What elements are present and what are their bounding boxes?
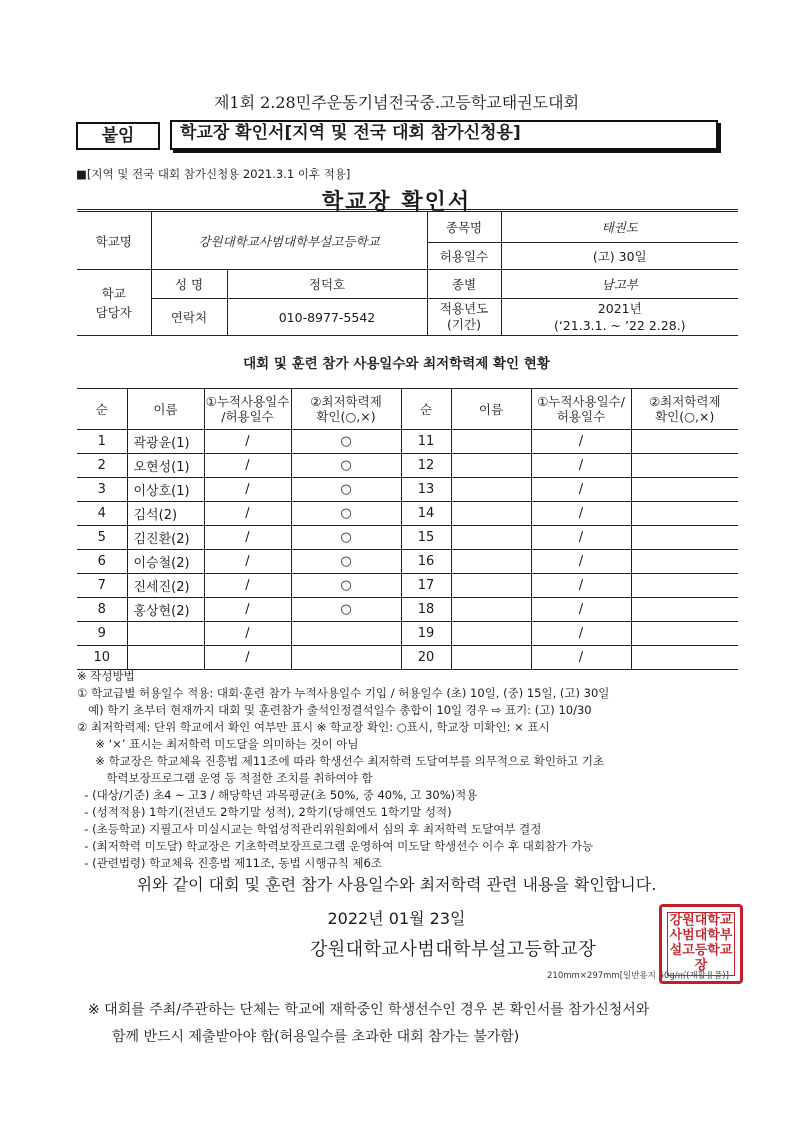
cell-no2: 15 xyxy=(401,526,451,550)
writing-guide xyxy=(77,668,747,872)
phone-value: 010-8977-5542 xyxy=(227,299,427,336)
seal-text: 강원대학교사범대학부설고등학교장 xyxy=(667,912,735,976)
guide-line: ② 최저학력제: 단위 학교에서 확인 여부만 표시 ※ 학교장 확인: ○표시, 학교장 미확인: × 표시 xyxy=(77,720,550,734)
cell-no2: 16 xyxy=(401,550,451,574)
table-row xyxy=(77,622,738,646)
info-table xyxy=(77,211,738,336)
guide-line: - (성적적용) 1학기(전년도 2학기말 성적), 2학기(당해연도 1학기말 성적) xyxy=(77,805,452,819)
cell-days2: / xyxy=(531,526,631,550)
school-value: 강원대학교사범대학부설고등학교 xyxy=(151,212,427,270)
guide-line: ※ 작성방법 xyxy=(77,669,135,683)
status-title: 대회 및 훈련 참가 사용일수와 최저학력제 확인 현황 xyxy=(243,356,550,372)
sport-label: 종목명 xyxy=(427,212,501,243)
cell-check: ○ xyxy=(291,526,401,550)
cell-name2 xyxy=(451,598,531,622)
table-row xyxy=(77,574,738,598)
cell-days2: / xyxy=(531,646,631,670)
table-row xyxy=(77,646,738,670)
cell-name2 xyxy=(451,478,531,502)
guide-line: - (최저학력 미도달) 학교장은 기초학력보장프로그램 운영하여 미도달 학생선수 이수 후 대회참가 가능 xyxy=(77,839,594,853)
year-value: 2021년 xyxy=(597,301,642,316)
table-row xyxy=(77,526,738,550)
cell-days: / xyxy=(204,574,291,598)
table-row xyxy=(77,478,738,502)
cell-check: ○ xyxy=(291,454,401,478)
allowed-value: (고) 30일 xyxy=(501,243,738,270)
cell-name2 xyxy=(451,646,531,670)
doc-title: 학교장 확인서[지역 및 전국 대회 참가신청용] xyxy=(180,123,521,143)
cell-name2 xyxy=(451,550,531,574)
cell-check xyxy=(291,622,401,646)
usage-table xyxy=(77,388,738,670)
cell-check2 xyxy=(631,430,738,454)
guide-line: - (대상/기준) 초4 ~ 고3 / 해당학년 과목평균(초 50%, 중 40%, 고 30%)적용 xyxy=(77,788,478,802)
cell-name: 김석(2) xyxy=(127,502,204,526)
cell-days: / xyxy=(204,622,291,646)
cell-check: ○ xyxy=(291,598,401,622)
paper-size-note: 210mm×297mm[일반용지 60g/㎡(재활용품)] xyxy=(547,971,729,981)
period-value: (‘21.3.1. ~ ’22 2.28.) xyxy=(553,318,686,333)
guide-line: ※ 학교장은 학교체육 진흥법 제11조에 따라 학생선수 최저학력 도달여부를 의무적으로 확인하고 기초 xyxy=(77,754,605,768)
cell-no: 9 xyxy=(77,622,127,646)
cell-name: 김진환(2) xyxy=(127,526,204,550)
cell-days: / xyxy=(204,550,291,574)
cell-no: 7 xyxy=(77,574,127,598)
cell-check xyxy=(291,646,401,670)
cell-days2: / xyxy=(531,478,631,502)
cell-check2 xyxy=(631,550,738,574)
cell-days: / xyxy=(204,526,291,550)
col-header-check: ②최저학력제 확인(○,×) xyxy=(291,389,401,430)
header-rule xyxy=(77,209,738,210)
table-row xyxy=(77,502,738,526)
cell-check2 xyxy=(631,598,738,622)
contact-label: 학교 담당자 xyxy=(77,270,151,336)
cell-check: ○ xyxy=(291,430,401,454)
table-row xyxy=(77,430,738,454)
cell-no2: 19 xyxy=(401,622,451,646)
cell-no2: 13 xyxy=(401,478,451,502)
cell-no: 8 xyxy=(77,598,127,622)
cell-no: 6 xyxy=(77,550,127,574)
cell-name2 xyxy=(451,622,531,646)
cell-name xyxy=(127,646,204,670)
cell-name2 xyxy=(451,430,531,454)
cell-days2: / xyxy=(531,454,631,478)
col-header-name-2: 이름 xyxy=(451,389,531,430)
guide-line: - (관련법령) 학교체육 진흥법 제11조, 동법 시행규칙 제6조 xyxy=(77,856,382,870)
scope-note: ■[지역 및 전국 대회 참가신청용 2021.3.1 이후 적용] xyxy=(76,167,351,181)
cell-check2 xyxy=(631,478,738,502)
cell-no: 3 xyxy=(77,478,127,502)
col-header-days-2: ①누적사용일수/ 허용일수 xyxy=(531,389,631,430)
cell-no2: 20 xyxy=(401,646,451,670)
confirm-text: 위와 같이 대회 및 훈련 참가 사용일수와 최저학력 관련 내용을 확인합니다. xyxy=(136,875,657,894)
cell-days2: / xyxy=(531,622,631,646)
cell-check: ○ xyxy=(291,574,401,598)
cell-name2 xyxy=(451,574,531,598)
guide-line: 예) 학기 초부터 현재까지 대회 및 훈련참가 출석인정결석일수 총합이 10일 경우 ⇨ 표기: (고) 10/30 xyxy=(77,703,592,717)
cell-days2: / xyxy=(531,574,631,598)
cell-no: 5 xyxy=(77,526,127,550)
year-label: 적용년도 (기간) xyxy=(427,299,501,336)
table-row xyxy=(77,598,738,622)
guide-line: ※ ‘×’ 표시는 최저학력 미도달을 의미하는 것이 아님 xyxy=(77,737,359,751)
cell-days2: / xyxy=(531,430,631,454)
cell-check2 xyxy=(631,526,738,550)
cell-days2: / xyxy=(531,598,631,622)
table-row xyxy=(77,454,738,478)
cell-no2: 11 xyxy=(401,430,451,454)
cell-no2: 12 xyxy=(401,454,451,478)
cell-check: ○ xyxy=(291,502,401,526)
cell-no: 10 xyxy=(77,646,127,670)
cell-days: / xyxy=(204,502,291,526)
col-header-check-2: ②최저학력제 확인(○,×) xyxy=(631,389,738,430)
guide-line: ① 학교급별 허용일수 적용: 대회·훈련 참가 누적사용일수 기입 / 허용일수 (초) 10일, (중) 15일, (고) 30일 xyxy=(77,686,610,700)
cell-check2 xyxy=(631,646,738,670)
cell-check2 xyxy=(631,622,738,646)
event-title: 제1회 2.28민주운동기념전국중.고등학교태권도대회 xyxy=(213,93,580,112)
cell-days2: / xyxy=(531,550,631,574)
category-value: 남고부 xyxy=(501,270,738,299)
cell-name: 이상호(1) xyxy=(127,478,204,502)
name-value: 정덕호 xyxy=(227,270,427,299)
confirm-date: 2022년 01월 23일 xyxy=(327,909,466,928)
cell-no2: 14 xyxy=(401,502,451,526)
cell-check2 xyxy=(631,574,738,598)
cell-days: / xyxy=(204,598,291,622)
cell-no2: 18 xyxy=(401,598,451,622)
phone-label: 연락처 xyxy=(151,299,227,336)
col-header-name: 이름 xyxy=(127,389,204,430)
cell-days2: / xyxy=(531,502,631,526)
name-label: 성 명 xyxy=(151,270,227,299)
form-title: 학교장 확인서 xyxy=(321,190,472,215)
cell-no2: 17 xyxy=(401,574,451,598)
col-header-no: 순 xyxy=(77,389,127,430)
attach-label: 붙임 xyxy=(76,122,160,150)
cell-no: 1 xyxy=(77,430,127,454)
principal-signature-line: 강원대학교사범대학부설고등학교장 xyxy=(310,939,597,960)
cell-name2 xyxy=(451,502,531,526)
cell-name: 진세진(2) xyxy=(127,574,204,598)
cell-name: 오현성(1) xyxy=(127,454,204,478)
category-label: 종별 xyxy=(427,270,501,299)
cell-days: / xyxy=(204,478,291,502)
cell-name xyxy=(127,622,204,646)
allowed-label: 허용일수 xyxy=(427,243,501,270)
cell-name: 이승철(2) xyxy=(127,550,204,574)
footer-note-line-2: 함께 반드시 제출받아야 함(허용일수를 초과한 대회 참가는 불가함) xyxy=(112,1029,520,1045)
footer-note xyxy=(88,997,728,1051)
sport-value: 태권도 xyxy=(501,212,738,243)
cell-name2 xyxy=(451,454,531,478)
guide-line: - (초등학교) 지필고사 미실시교는 학업성적관리위원회에서 심의 후 최저학력 도달여부 결정 xyxy=(77,822,542,836)
principal-seal xyxy=(659,904,743,984)
guide-line: 학력보장프로그램 운영 등 적절한 조치를 취하여야 함 xyxy=(77,771,373,785)
cell-check2 xyxy=(631,502,738,526)
cell-name: 홍상현(2) xyxy=(127,598,204,622)
cell-no: 4 xyxy=(77,502,127,526)
cell-check: ○ xyxy=(291,550,401,574)
cell-check: ○ xyxy=(291,478,401,502)
col-header-days: ①누적사용일수 /허용일수 xyxy=(204,389,291,430)
table-row xyxy=(77,550,738,574)
cell-days: / xyxy=(204,646,291,670)
cell-check2 xyxy=(631,454,738,478)
cell-name2 xyxy=(451,526,531,550)
year-cell xyxy=(501,299,738,336)
col-header-no-2: 순 xyxy=(401,389,451,430)
footer-note-line-1: ※ 대회를 주최/주관하는 단체는 학교에 재학중인 학생선수인 경우 본 확인서를 참가신청서와 xyxy=(88,1002,650,1018)
school-label: 학교명 xyxy=(77,212,151,270)
cell-no: 2 xyxy=(77,454,127,478)
cell-name: 곽광윤(1) xyxy=(127,430,204,454)
cell-days: / xyxy=(204,454,291,478)
cell-days: / xyxy=(204,430,291,454)
